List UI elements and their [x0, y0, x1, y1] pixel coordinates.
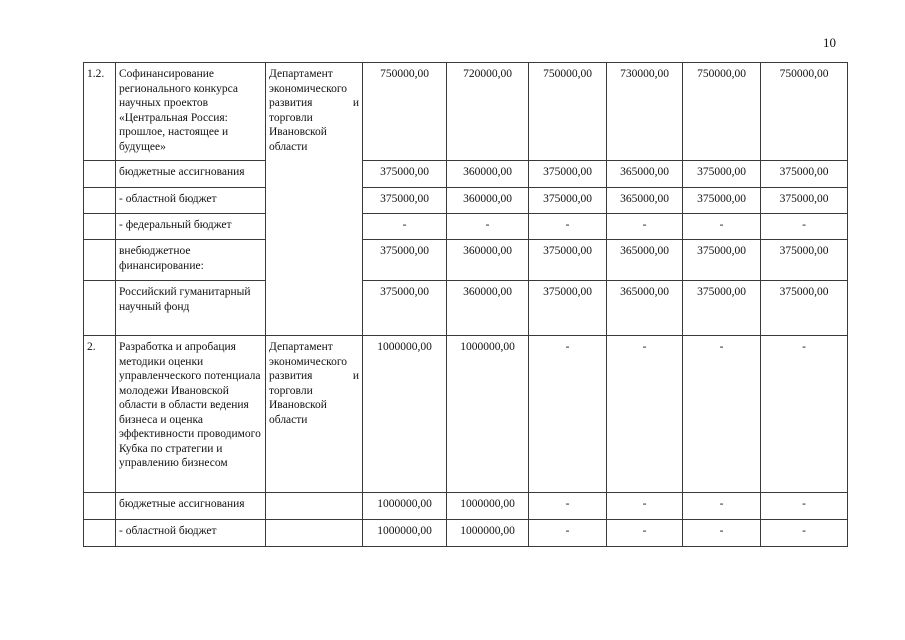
row-number-cell	[84, 188, 116, 214]
budget-table	[83, 62, 848, 547]
value-cell: 365000,00	[607, 281, 683, 336]
value-cell: 375000,00	[683, 240, 761, 281]
table-row	[84, 188, 848, 214]
value-cell: -	[607, 493, 683, 520]
value-cell: -	[761, 493, 848, 520]
department-cell	[266, 63, 363, 336]
value-cell: 360000,00	[447, 188, 529, 214]
value-cell: 375000,00	[761, 240, 848, 281]
value-cell: 1000000,00	[447, 336, 529, 493]
value-cell: 375000,00	[529, 188, 607, 214]
value-cell: 375000,00	[761, 161, 848, 188]
value-cell: 375000,00	[529, 281, 607, 336]
department-line: области	[269, 140, 308, 153]
value-cell: 375000,00	[529, 240, 607, 281]
page-number: 10	[823, 35, 836, 50]
department-word: и	[352, 97, 359, 109]
department-word: развития	[269, 370, 313, 382]
department-line: торговли	[269, 384, 313, 397]
department-line: экономического	[269, 355, 348, 368]
value-cell: 375000,00	[761, 188, 848, 214]
value-cell: -	[529, 214, 607, 240]
table-row	[84, 214, 848, 240]
value-cell: 720000,00	[447, 63, 529, 161]
value-cell: 750000,00	[761, 63, 848, 161]
value-cell: 1000000,00	[363, 336, 447, 493]
department-line	[269, 96, 359, 111]
table-row	[84, 161, 848, 188]
table-row	[84, 63, 848, 161]
value-cell: 1000000,00	[363, 520, 447, 547]
value-cell: 375000,00	[529, 161, 607, 188]
department-word: и	[352, 370, 359, 382]
value-cell: 375000,00	[683, 281, 761, 336]
table-row	[84, 281, 848, 336]
table-row	[84, 336, 848, 493]
activity-name-cell: бюджетные ассигнования	[116, 493, 266, 520]
value-cell: -	[761, 336, 848, 493]
value-cell: -	[761, 214, 848, 240]
value-cell: 360000,00	[447, 281, 529, 336]
activity-name-cell: Российский гуманитарный научный фонд	[116, 281, 266, 336]
value-cell: -	[607, 336, 683, 493]
value-cell: -	[683, 336, 761, 493]
value-cell: 360000,00	[447, 240, 529, 281]
table-row	[84, 240, 848, 281]
value-cell: -	[761, 520, 848, 547]
row-number-cell	[84, 240, 116, 281]
value-cell: 375000,00	[363, 188, 447, 214]
row-number-cell	[84, 493, 116, 520]
value-cell: 750000,00	[529, 63, 607, 161]
value-cell: 375000,00	[363, 281, 447, 336]
row-number-cell: 2.	[84, 336, 116, 493]
department-cell	[266, 336, 363, 493]
value-cell: -	[363, 214, 447, 240]
value-cell: 365000,00	[607, 188, 683, 214]
activity-name-cell: бюджетные ассигнования	[116, 161, 266, 188]
value-cell: -	[529, 520, 607, 547]
value-cell: -	[607, 214, 683, 240]
activity-name-cell: внебюджетное финансирование:	[116, 240, 266, 281]
value-cell: -	[529, 493, 607, 520]
value-cell: 730000,00	[607, 63, 683, 161]
value-cell: 750000,00	[683, 63, 761, 161]
value-cell: 365000,00	[607, 161, 683, 188]
value-cell: -	[683, 214, 761, 240]
value-cell: 1000000,00	[447, 493, 529, 520]
department-cell	[266, 520, 363, 547]
table-row	[84, 520, 848, 547]
department-line: Департамент	[269, 341, 333, 353]
activity-name-cell: - областной бюджет	[116, 520, 266, 547]
value-cell: -	[529, 336, 607, 493]
department-line: торговли	[269, 111, 313, 124]
value-cell: 1000000,00	[363, 493, 447, 520]
table-row	[84, 493, 848, 520]
department-line: экономического	[269, 82, 348, 95]
value-cell: -	[683, 520, 761, 547]
activity-name-cell: - областной бюджет	[116, 188, 266, 214]
department-line: Департамент	[269, 68, 333, 80]
value-cell: 375000,00	[683, 161, 761, 188]
value-cell: 365000,00	[607, 240, 683, 281]
activity-name-cell: - федеральный бюджет	[116, 214, 266, 240]
value-cell: 375000,00	[363, 240, 447, 281]
department-line: Ивановской	[269, 399, 327, 411]
row-number-cell	[84, 520, 116, 547]
value-cell: 750000,00	[363, 63, 447, 161]
value-cell: -	[447, 214, 529, 240]
department-line: области	[269, 413, 308, 426]
value-cell: 375000,00	[683, 188, 761, 214]
activity-name-cell: Софинансирование регионального конкурса научных проектов «Центральная Россия: прошлое, настоящее и будущее»	[116, 63, 266, 161]
value-cell: 375000,00	[761, 281, 848, 336]
value-cell: 375000,00	[363, 161, 447, 188]
row-number-cell	[84, 281, 116, 336]
value-cell: -	[683, 493, 761, 520]
value-cell: 360000,00	[447, 161, 529, 188]
department-cell	[266, 493, 363, 520]
row-number-cell	[84, 214, 116, 240]
department-line: Ивановской	[269, 126, 327, 138]
value-cell: -	[607, 520, 683, 547]
row-number-cell	[84, 161, 116, 188]
activity-name-cell: Разработка и апробация методики оценки управленческого потенциала молодежи Ивановской области в области ведения бизнеса и оценка эффективности проводимого Кубка по стратегии и управлению бизнесом	[116, 336, 266, 493]
value-cell: 1000000,00	[447, 520, 529, 547]
department-line	[269, 369, 359, 384]
row-number-cell: 1.2.	[84, 63, 116, 161]
department-word: развития	[269, 97, 313, 109]
